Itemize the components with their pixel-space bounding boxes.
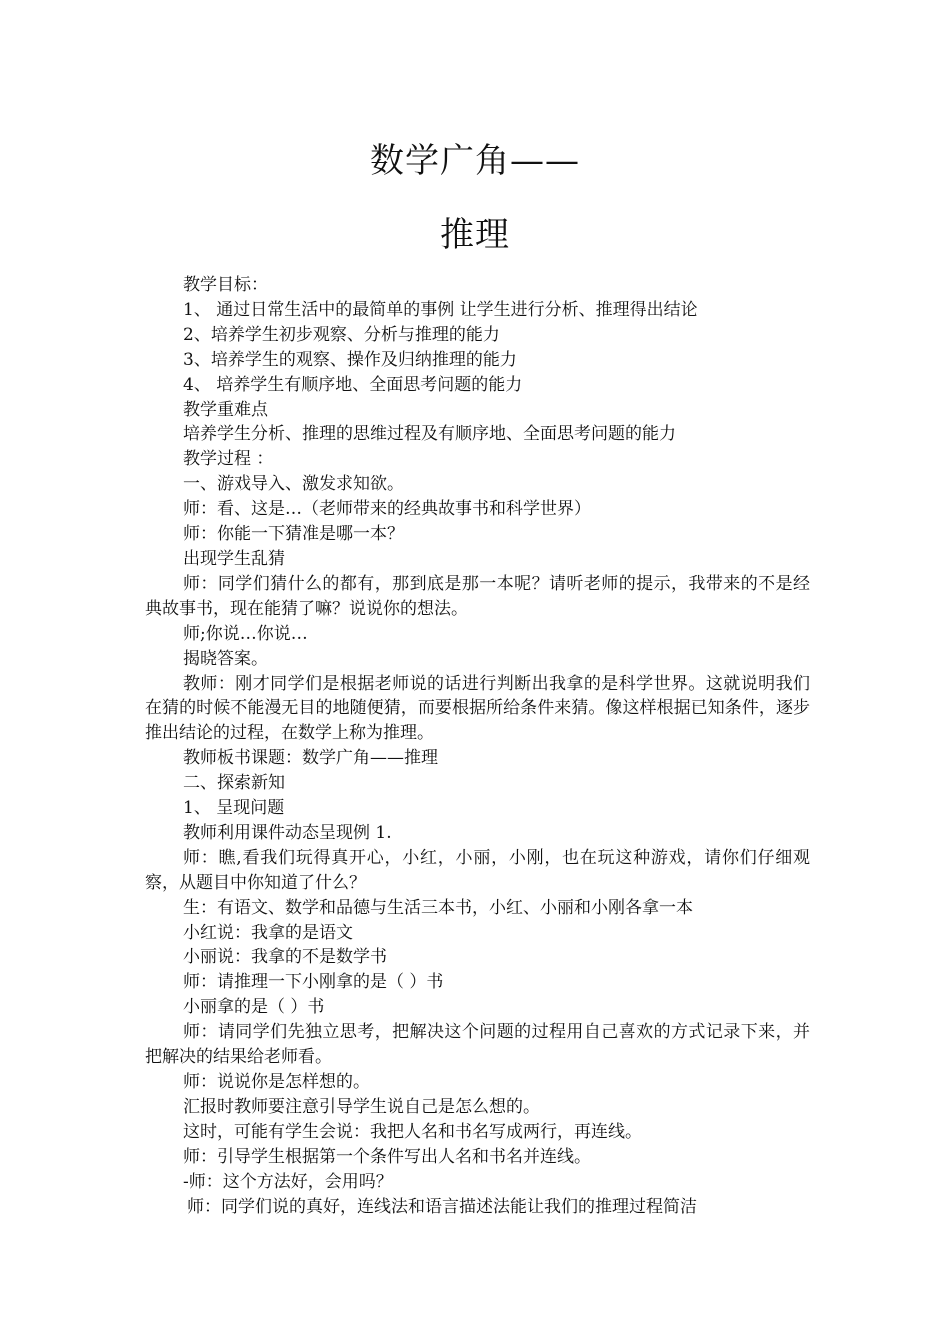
paragraph: 出现学生乱猜 [183,548,285,569]
page-title-line-1: 数学广角—— [370,141,580,181]
document-body [145,273,810,1219]
paragraph: 师：同学们猜什么的都有，那到底是那一本呢？请听老师的提示，我带来的不是经典故事书，现在能猜了嘛？说说你的想法。 [145,573,810,619]
paragraph: -师：这个方法好，会用吗？ [183,1171,393,1192]
paragraph: 1、 通过日常生活中的最简单的事例 让学生进行分析、推理得出结论 [183,299,698,320]
paragraph: 汇报时教师要注意引导学生说自己是怎么想的。 [183,1096,540,1117]
paragraph: 培养学生分析、推理的思维过程及有顺序地、全面思考问题的能力 [183,424,676,445]
paragraph: 揭晓答案。 [183,648,268,669]
paragraph: 师：瞧,看我们玩得真开心，小红，小丽，小刚，也在玩这种游戏，请你们仔细观察，从题目中你知道了什么？ [145,847,810,893]
paragraph: 师：请推理一下小刚拿的是（ ）书 [183,972,444,993]
paragraph: 1、 呈现问题 [183,798,285,819]
paragraph: 教师板书课题：数学广角——推理 [183,748,438,769]
paragraph: 师：同学们说的真好，连线法和语言描述法能让我们的推理过程简洁 [187,1196,697,1217]
paragraph: 师：说说你是怎样想的。 [183,1072,370,1092]
paragraph: 小丽拿的是（ ）书 [183,997,325,1018]
paragraph: 2、培养学生初步观察、分析与推理的能力 [183,324,500,345]
paragraph: 教学目标： [183,275,268,295]
paragraph: 生：有语文、数学和品德与生活三本书，小红、小丽和小刚各拿一本 [183,897,693,918]
paragraph: 小红说：我拿的是语文 [183,922,353,943]
paragraph: 教师利用课件动态呈现例 1. [183,822,392,843]
paragraph: 教师：刚才同学们是根据老师说的话进行判断出我拿的是科学世界。这就说明我们在猜的时候不能漫无目的地随便猜，而要根据所给条件来猜。像这样根据已知条件，逐步推出结论的过程，在数学上称为推理。 [145,673,810,744]
paragraph: 3、培养学生的观察、操作及归纳推理的能力 [183,349,517,370]
paragraph: 师：请同学们先独立思考，把解决这个问题的过程用自己喜欢的方式记录下来，并把解决的结果给老师看。 [145,1022,810,1068]
paragraph: 一、游戏导入、激发求知欲。 [183,474,404,495]
paragraph: 师;你说…你说… [183,623,308,644]
paragraph: 小丽说：我拿的不是数学书 [183,947,387,968]
paragraph: 师：看、这是…（老师带来的经典故事书和科学世界） [183,499,591,520]
paragraph: 4、 培养学生有顺序地、全面思考问题的能力 [183,374,523,395]
paragraph: 二、探索新知 [183,773,285,794]
paragraph: 师：你能一下猜准是哪一本？ [183,524,404,545]
paragraph: 这时，可能有学生会说：我把人名和书名写成两行，再连线。 [183,1121,642,1142]
paragraph: 师：引导学生根据第一个条件写出人名和书名并连线。 [183,1146,591,1167]
paragraph: 教学过程 ： [183,449,274,470]
page-title-line-2: 推理 [440,215,510,255]
paragraph: 教学重难点 [183,399,268,420]
